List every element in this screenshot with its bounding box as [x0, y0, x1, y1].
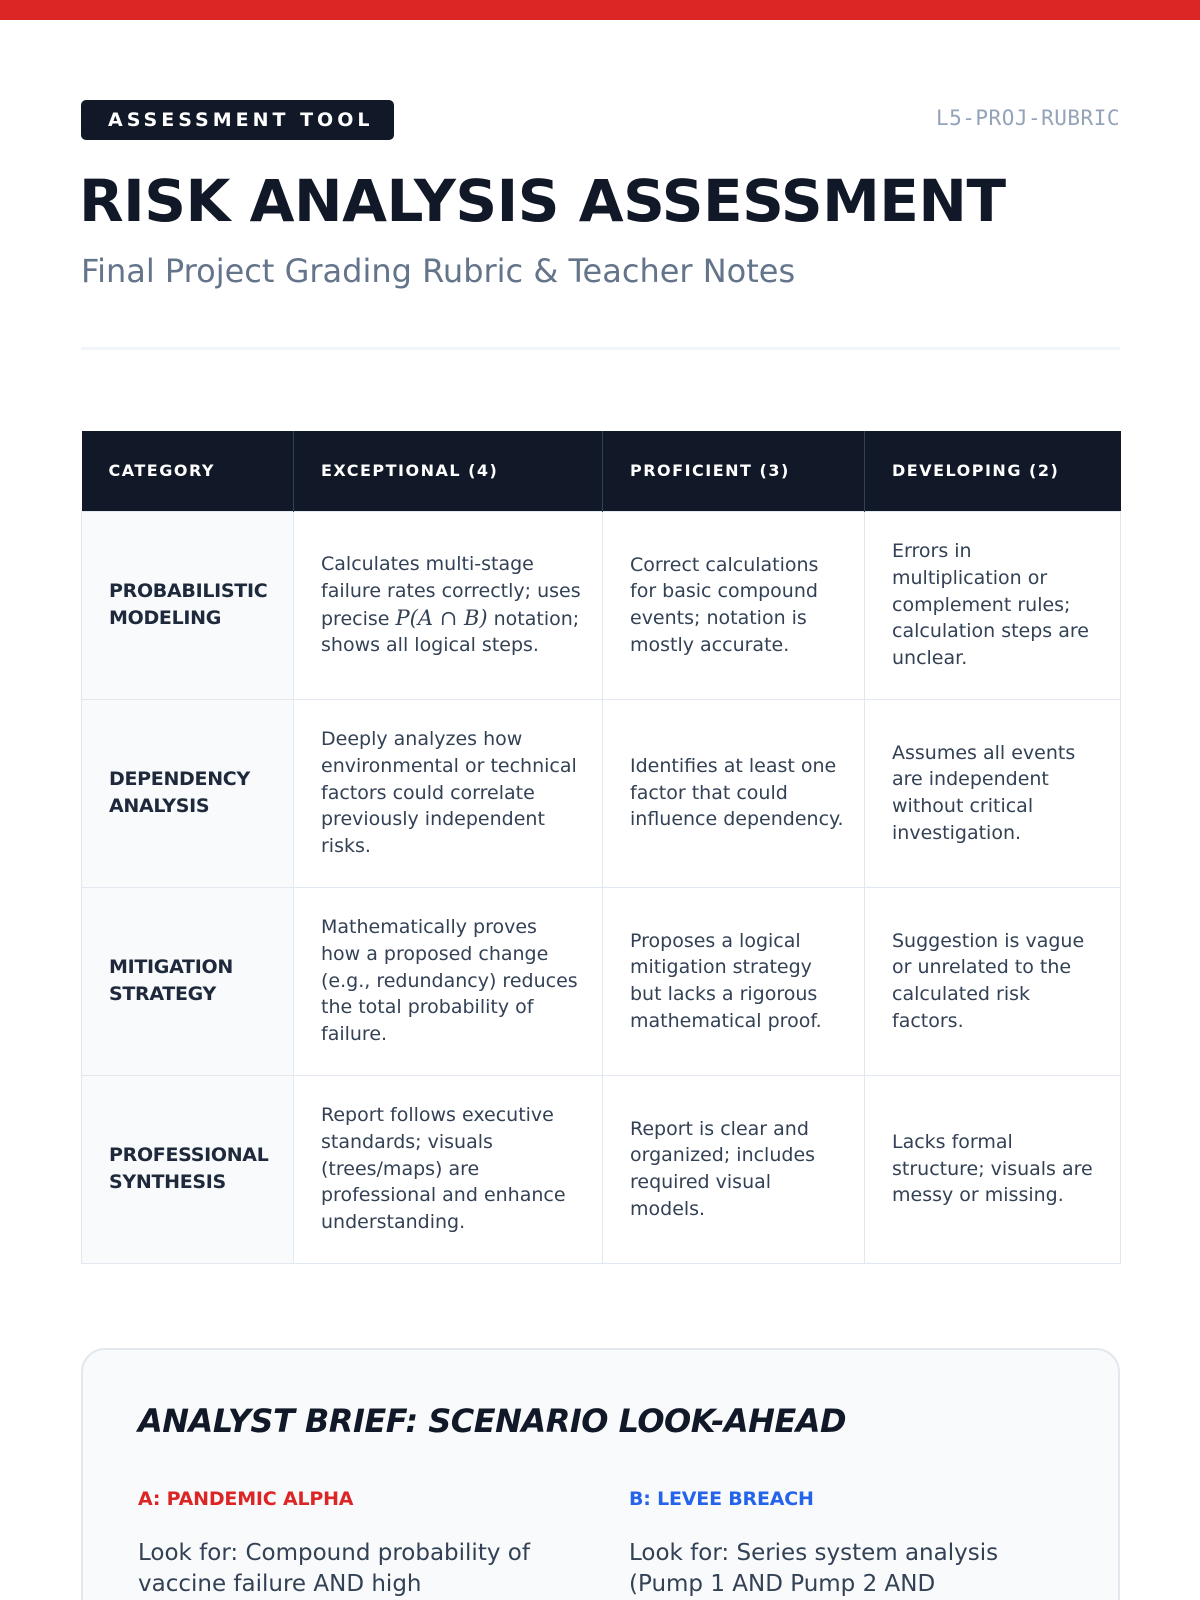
rubric-header-row	[82, 431, 1121, 511]
table-row	[82, 511, 1121, 699]
developing-cell: Errors in multiplication or complement rules; calculation steps are unclear.	[865, 511, 1121, 699]
page-subtitle: Final Project Grading Rubric & Teacher Notes	[81, 252, 796, 290]
exceptional-cell: Mathematically proves how a proposed change (e.g., redundancy) reduces the total probability of failure.	[294, 887, 603, 1075]
table-row	[82, 887, 1121, 1075]
scenario-a-text: Look for: Compound probability of vaccine failure AND high	[138, 1540, 530, 1597]
rubric-table	[81, 431, 1121, 1264]
table-row	[82, 1075, 1121, 1263]
column-header-proficient: PROFICIENT (3)	[603, 431, 865, 511]
table-row	[82, 699, 1121, 887]
proficient-cell: Proposes a logical mitigation strategy but lacks a rigorous mathematical proof.	[603, 887, 865, 1075]
exceptional-cell: Deeply analyzes how environmental or technical factors could correlate previously independent risks.	[294, 699, 603, 887]
scenario-b-text: Look for: Series system analysis (Pump 1 AND Pump 2 AND	[629, 1540, 999, 1597]
proficient-cell: Report is clear and organized; includes required visual models.	[603, 1075, 865, 1263]
proficient-cell: Correct calculations for basic compound events; notation is mostly accurate.	[603, 511, 865, 699]
top-accent-bar	[0, 0, 1200, 20]
scenario-b-label: B: LEVEE BREACH	[629, 1488, 814, 1510]
developing-cell: Lacks formal structure; visuals are messy or missing.	[865, 1075, 1121, 1263]
category-cell: PROBABILISTIC MODELING	[82, 511, 294, 699]
document-code: L5-PROJ-RUBRIC	[935, 106, 1120, 130]
brief-title: ANALYST BRIEF: SCENARIO LOOK-AHEAD	[138, 1402, 847, 1440]
scenario-a-label: A: PANDEMIC ALPHA	[138, 1488, 354, 1510]
developing-cell: Suggestion is vague or unrelated to the calculated risk factors.	[865, 887, 1121, 1075]
column-header-exceptional: EXCEPTIONAL (4)	[294, 431, 603, 511]
proficient-cell: Identifies at least one factor that could influence dependency.	[603, 699, 865, 887]
exceptional-cell	[294, 511, 603, 699]
page-title: RISK ANALYSIS ASSESSMENT	[79, 167, 1006, 235]
scenario-b	[629, 1488, 1029, 1600]
probability-notation: P(A ∩ B)	[395, 605, 488, 630]
header-divider	[81, 347, 1120, 350]
column-header-developing: DEVELOPING (2)	[865, 431, 1121, 511]
assessment-tool-badge: ASSESSMENT TOOL	[81, 100, 394, 140]
category-cell: MITIGATION STRATEGY	[82, 887, 294, 1075]
header-row	[81, 100, 1120, 140]
column-header-category: CATEGORY	[82, 431, 294, 511]
scenario-a	[138, 1488, 538, 1600]
developing-cell: Assumes all events are independent without critical investigation.	[865, 699, 1121, 887]
category-cell: PROFESSIONAL SYNTHESIS	[82, 1075, 294, 1263]
exceptional-cell: Report follows executive standards; visuals (trees/maps) are professional and enhance understanding.	[294, 1075, 603, 1263]
analyst-brief-card	[81, 1348, 1120, 1600]
exceptional-text: Calculates multi-stage failure rates correctly; uses precise	[321, 553, 581, 630]
exceptional-text-cont: notation; shows all logical steps.	[321, 607, 580, 657]
category-cell: DEPENDENCY ANALYSIS	[82, 699, 294, 887]
